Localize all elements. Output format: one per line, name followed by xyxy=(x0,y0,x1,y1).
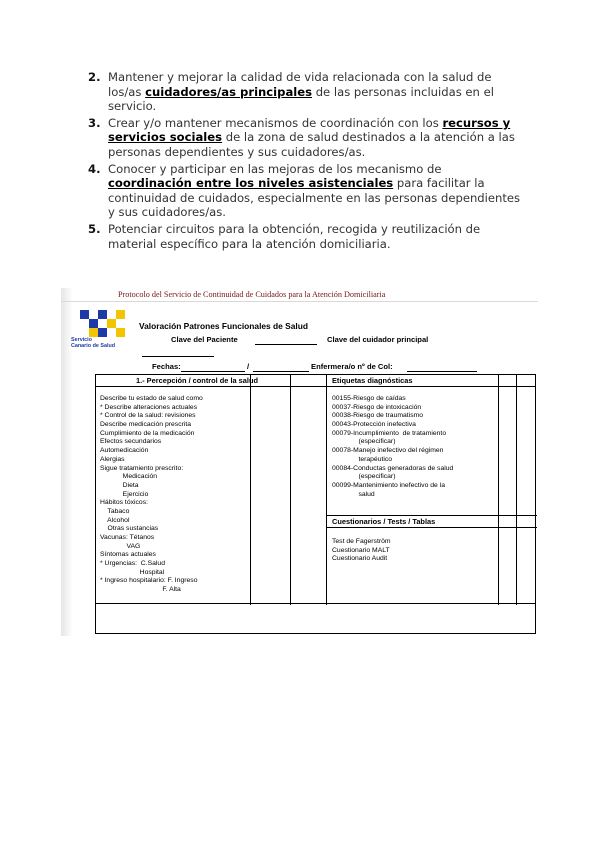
test-item: Cuestionario MALT xyxy=(332,546,390,554)
test-item: Cuestionario Audit xyxy=(332,555,388,563)
health-item: * Control de la salud: revisiones xyxy=(100,412,196,420)
diagnostic-item: 00037-Riesgo de intoxicación xyxy=(332,403,422,411)
col-divider xyxy=(516,375,517,605)
health-item: Cumplimiento de la medicación xyxy=(100,429,195,437)
objective-number: 2. xyxy=(88,70,101,84)
caregiver-key-field[interactable] xyxy=(142,356,214,357)
health-item: Tabaco xyxy=(100,507,130,515)
col-divider xyxy=(250,375,251,605)
objective-text-end: de las personas incluidas en el servicio. xyxy=(108,84,494,114)
diagnostic-item: terapéutico xyxy=(332,455,393,463)
caregiver-key-label: Clave del cuidador principal xyxy=(327,335,429,344)
nurse-label: Enfermera/o nº de Col: xyxy=(311,362,393,371)
health-item: * Describe alteraciones actuales xyxy=(100,403,198,411)
health-item: * Urgencias: C.Salud xyxy=(100,560,165,568)
health-perception-header: 1.- Percepción / control de la salud xyxy=(136,376,258,385)
diagnostic-item: 00043-Protección inefectiva xyxy=(332,421,416,429)
protocol-title: Protocolo del Servicio de Continuidad de Cuidados para la Atención Domiciliaria xyxy=(118,290,386,299)
objective-number: 4. xyxy=(88,161,101,176)
objectives-list xyxy=(88,70,528,253)
table-footer-box xyxy=(95,604,536,634)
row-divider xyxy=(326,527,537,528)
health-item: Síntomas actuales xyxy=(100,551,156,559)
diagnostic-items xyxy=(332,395,453,499)
health-item: * Ingreso hospitalario: F. Ingreso xyxy=(100,577,198,585)
health-item: Hospital xyxy=(100,568,165,576)
health-item: Vacunas: Tétanos xyxy=(100,534,155,541)
diagnostic-item: 00079-Incumplimiento de tratamiento xyxy=(332,429,447,437)
tests-items xyxy=(332,538,391,564)
objective-item xyxy=(88,222,528,251)
col-divider xyxy=(498,375,499,605)
objective-number: 5. xyxy=(88,221,101,236)
nurse-field[interactable] xyxy=(407,371,477,372)
objective-keyword: cuidadores/as principales xyxy=(145,84,313,99)
health-item: Describe medicación prescrita xyxy=(100,421,192,429)
diagnostic-item: (especificar) xyxy=(332,473,396,481)
form-title: Valoración Patrones Funcionales de Salud xyxy=(139,321,308,331)
test-item: Test de Fagerström xyxy=(332,538,391,545)
health-item: Alcohol xyxy=(100,516,130,524)
patient-key-label: Clave del Paciente xyxy=(171,335,238,344)
health-item: F. Alta xyxy=(100,586,181,594)
objective-text-end: para facilitar la continuidad de cuidados, especialmente en las personas dependientes y sus cuidadores/as. xyxy=(108,176,521,220)
health-item: Ejercicio xyxy=(100,490,149,498)
health-perception-items xyxy=(100,395,203,595)
diagnostic-labels-header: Etiquetas diagnósticas xyxy=(332,376,413,385)
date-field-2[interactable] xyxy=(253,371,309,372)
dates-label: Fechas: xyxy=(152,362,181,371)
health-item: Dieta xyxy=(100,481,139,489)
assessment-table xyxy=(95,374,536,604)
diagnostic-item: salud xyxy=(332,490,375,498)
diagnostic-item: (especificar) xyxy=(332,438,396,446)
objective-text: Potenciar circuitos para la obtención, recogida y reutilización de material específico para la atención domiciliaria. xyxy=(108,221,481,251)
objective-text-end: de la zona de salud destinados a la atención a las personas dependientes y sus cuidadores/as. xyxy=(108,130,515,159)
health-item: Otras sustancias xyxy=(100,525,159,533)
diagnostic-item: 00038-Riesgo de traumatismo xyxy=(332,412,424,420)
objective-item xyxy=(88,162,528,220)
health-item: Alergias xyxy=(100,455,125,463)
objective-keyword: recursos y servicios sociales xyxy=(108,115,511,145)
logo-text: Servicio Canario de Salud xyxy=(71,337,116,350)
tests-header: Cuestionarios / Tests / Tablas xyxy=(332,517,436,526)
objective-number: 3. xyxy=(88,115,101,130)
objective-item xyxy=(88,70,528,114)
objective-text: Mantener y mejorar la calidad de vida relacionada con la salud de los/as xyxy=(108,70,492,99)
health-item: Automedicación xyxy=(100,447,149,455)
header-divider xyxy=(61,301,538,302)
health-item: Describe tu estado de salud como xyxy=(100,395,203,402)
diagnostic-item: 00099-Mantenimiento inefectivo de la xyxy=(332,481,445,489)
health-item: Hábitos tóxicos: xyxy=(100,499,148,507)
col-divider xyxy=(326,375,327,605)
scs-logo-icon xyxy=(71,306,131,340)
row-divider xyxy=(326,515,537,516)
diagnostic-item: 00078-Manejo inefectivo del régimen xyxy=(332,447,444,455)
objective-text: Conocer y participar en las mejoras de los mecanismo de xyxy=(108,161,442,176)
health-item: Efectos secundarios xyxy=(100,438,162,446)
health-item: Medicación xyxy=(100,473,158,481)
date-field-1[interactable] xyxy=(181,371,245,372)
date-separator: / xyxy=(247,362,250,371)
health-item: Sigue tratamiento prescrito: xyxy=(100,464,184,472)
objective-text: Crear y/o mantener mecanismos de coordinación con los xyxy=(108,115,443,130)
objective-item xyxy=(88,116,528,160)
col-divider xyxy=(290,375,291,605)
objective-keyword: coordinación entre los niveles asistenciales xyxy=(108,176,394,191)
diagnostic-item: 00084-Conductas generadoras de salud xyxy=(332,464,454,472)
assessment-form-scan xyxy=(61,288,538,636)
health-item: VAG xyxy=(100,542,141,550)
patient-key-field[interactable] xyxy=(255,344,317,345)
diagnostic-item: 00155-Riesgo de caídas xyxy=(332,395,406,402)
